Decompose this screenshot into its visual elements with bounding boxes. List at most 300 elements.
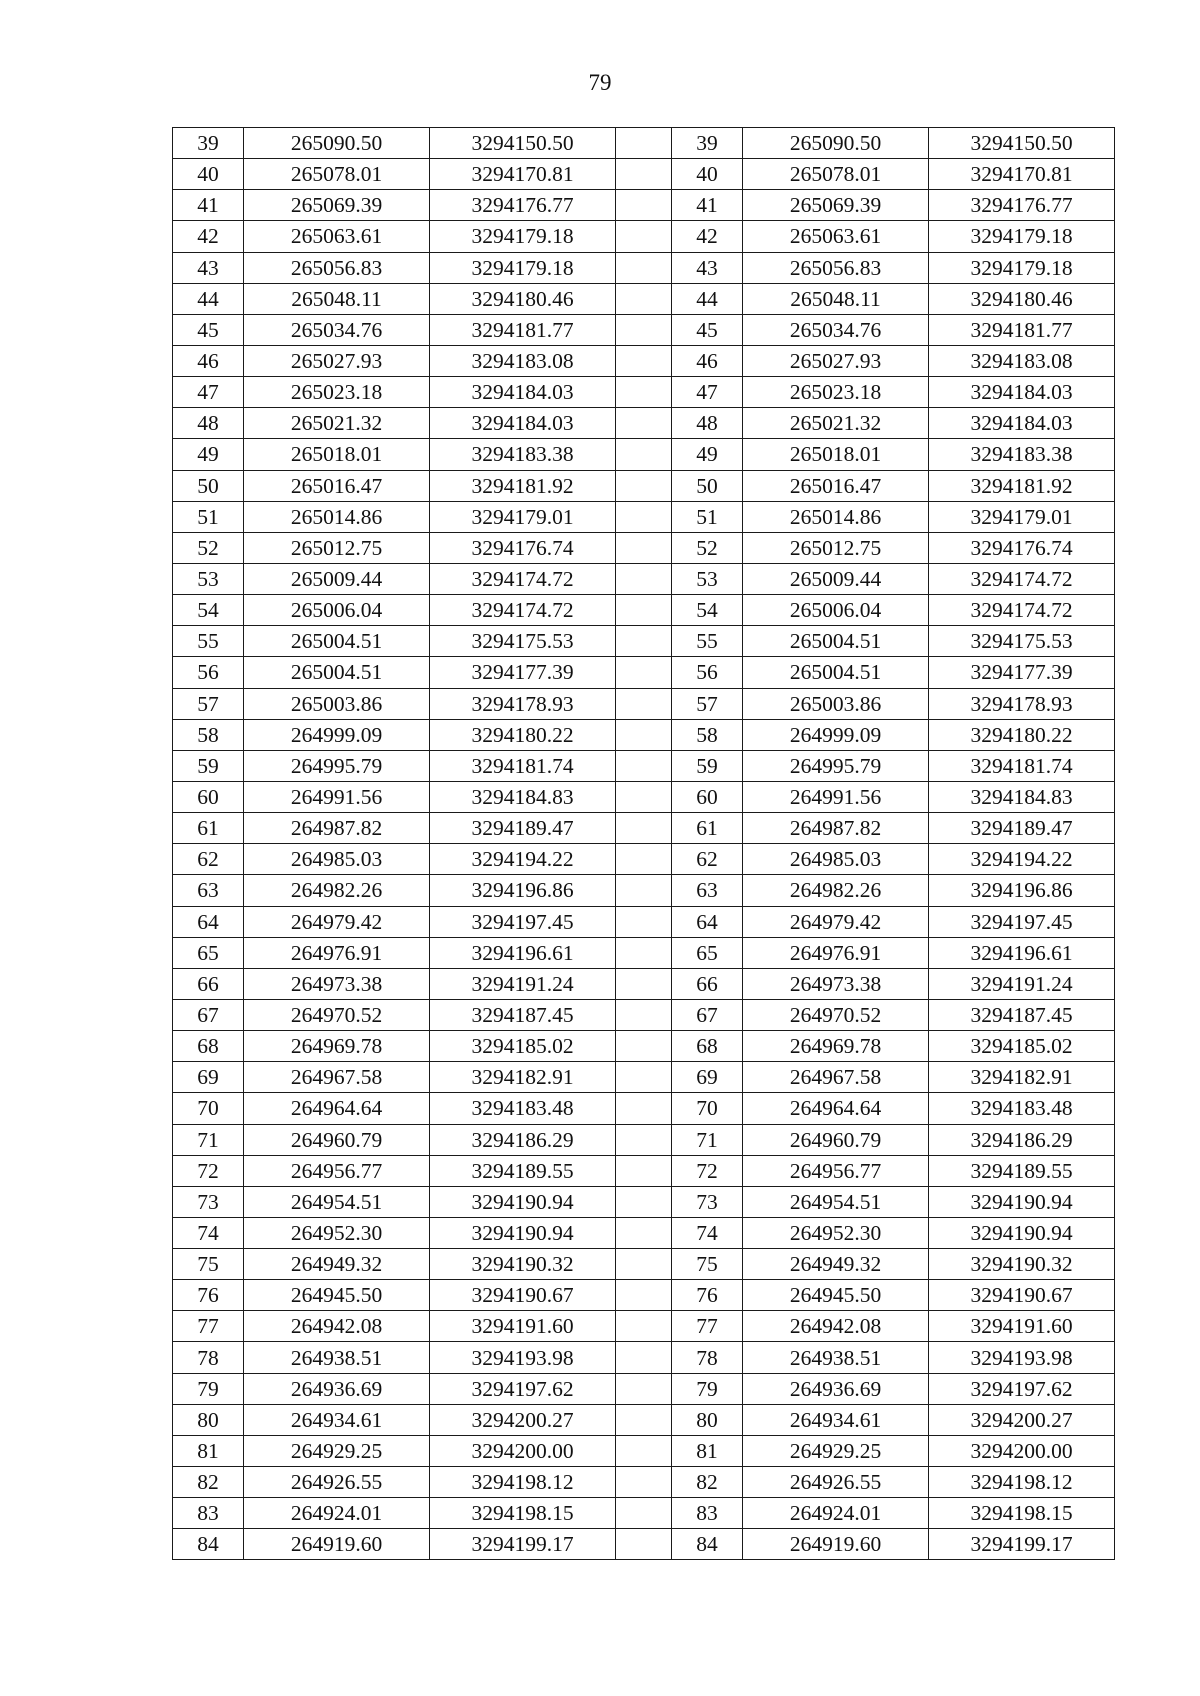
y-coordinate-cell-right: 3294177.39	[929, 657, 1115, 688]
y-coordinate-cell-left: 3294199.17	[430, 1529, 616, 1560]
x-coordinate-cell-right: 264999.09	[743, 719, 929, 750]
x-coordinate-cell-left: 265012.75	[244, 532, 430, 563]
spacer-cell	[616, 439, 672, 470]
y-coordinate-cell-left: 3294181.92	[430, 470, 616, 501]
x-coordinate-cell-left: 265056.83	[244, 252, 430, 283]
y-coordinate-cell-right: 3294150.50	[929, 128, 1115, 159]
x-coordinate-cell-left: 265004.51	[244, 626, 430, 657]
x-coordinate-cell-right: 264976.91	[743, 937, 929, 968]
x-coordinate-cell-left: 264926.55	[244, 1467, 430, 1498]
x-coordinate-cell-left: 264934.61	[244, 1404, 430, 1435]
x-coordinate-cell-left: 264919.60	[244, 1529, 430, 1560]
y-coordinate-cell-right: 3294181.74	[929, 750, 1115, 781]
point-number-cell-left: 57	[173, 688, 244, 719]
y-coordinate-cell-left: 3294189.55	[430, 1155, 616, 1186]
point-number-cell-left: 82	[173, 1467, 244, 1498]
y-coordinate-cell-left: 3294190.94	[430, 1186, 616, 1217]
y-coordinate-cell-left: 3294187.45	[430, 999, 616, 1030]
x-coordinate-cell-left: 265090.50	[244, 128, 430, 159]
spacer-cell	[616, 1498, 672, 1529]
table-row	[173, 937, 1115, 968]
x-coordinate-cell-left: 264969.78	[244, 1031, 430, 1062]
spacer-cell	[616, 1311, 672, 1342]
point-number-cell-right: 39	[672, 128, 743, 159]
y-coordinate-cell-left: 3294197.45	[430, 906, 616, 937]
table-row	[173, 1093, 1115, 1124]
y-coordinate-cell-right: 3294190.94	[929, 1186, 1115, 1217]
table-row	[173, 1373, 1115, 1404]
x-coordinate-cell-left: 265027.93	[244, 345, 430, 376]
point-number-cell-left: 79	[173, 1373, 244, 1404]
point-number-cell-left: 72	[173, 1155, 244, 1186]
point-number-cell-left: 75	[173, 1249, 244, 1280]
table-row	[173, 1155, 1115, 1186]
x-coordinate-cell-right: 265034.76	[743, 314, 929, 345]
y-coordinate-cell-left: 3294190.67	[430, 1280, 616, 1311]
point-number-cell-left: 83	[173, 1498, 244, 1529]
table-row	[173, 1217, 1115, 1248]
point-number-cell-right: 52	[672, 532, 743, 563]
point-number-cell-right: 79	[672, 1373, 743, 1404]
table-row	[173, 190, 1115, 221]
point-number-cell-left: 45	[173, 314, 244, 345]
x-coordinate-cell-right: 264949.32	[743, 1249, 929, 1280]
x-coordinate-cell-right: 265090.50	[743, 128, 929, 159]
spacer-cell	[616, 1249, 672, 1280]
coordinates-table	[172, 127, 1115, 1560]
table-row	[173, 1124, 1115, 1155]
y-coordinate-cell-left: 3294176.74	[430, 532, 616, 563]
y-coordinate-cell-right: 3294181.92	[929, 470, 1115, 501]
y-coordinate-cell-right: 3294174.72	[929, 595, 1115, 626]
spacer-cell	[616, 190, 672, 221]
x-coordinate-cell-right: 265014.86	[743, 501, 929, 532]
point-number-cell-right: 54	[672, 595, 743, 626]
table-row	[173, 439, 1115, 470]
y-coordinate-cell-right: 3294200.27	[929, 1404, 1115, 1435]
point-number-cell-left: 52	[173, 532, 244, 563]
spacer-cell	[616, 1155, 672, 1186]
y-coordinate-cell-left: 3294179.18	[430, 252, 616, 283]
x-coordinate-cell-left: 265009.44	[244, 563, 430, 594]
y-coordinate-cell-left: 3294186.29	[430, 1124, 616, 1155]
x-coordinate-cell-right: 265018.01	[743, 439, 929, 470]
x-coordinate-cell-left: 264970.52	[244, 999, 430, 1030]
x-coordinate-cell-right: 264967.58	[743, 1062, 929, 1093]
table-row	[173, 532, 1115, 563]
x-coordinate-cell-left: 264985.03	[244, 844, 430, 875]
point-number-cell-right: 48	[672, 408, 743, 439]
point-number-cell-right: 56	[672, 657, 743, 688]
x-coordinate-cell-right: 264995.79	[743, 750, 929, 781]
x-coordinate-cell-left: 265016.47	[244, 470, 430, 501]
x-coordinate-cell-left: 264952.30	[244, 1217, 430, 1248]
point-number-cell-left: 47	[173, 377, 244, 408]
spacer-cell	[616, 314, 672, 345]
y-coordinate-cell-right: 3294189.55	[929, 1155, 1115, 1186]
y-coordinate-cell-left: 3294179.01	[430, 501, 616, 532]
point-number-cell-right: 64	[672, 906, 743, 937]
table-row	[173, 1467, 1115, 1498]
point-number-cell-right: 74	[672, 1217, 743, 1248]
point-number-cell-right: 81	[672, 1435, 743, 1466]
point-number-cell-left: 78	[173, 1342, 244, 1373]
x-coordinate-cell-right: 264970.52	[743, 999, 929, 1030]
x-coordinate-cell-left: 264954.51	[244, 1186, 430, 1217]
point-number-cell-right: 78	[672, 1342, 743, 1373]
x-coordinate-cell-right: 264956.77	[743, 1155, 929, 1186]
y-coordinate-cell-left: 3294196.86	[430, 875, 616, 906]
point-number-cell-right: 42	[672, 221, 743, 252]
table-row	[173, 470, 1115, 501]
y-coordinate-cell-right: 3294187.45	[929, 999, 1115, 1030]
y-coordinate-cell-right: 3294170.81	[929, 159, 1115, 190]
y-coordinate-cell-right: 3294196.61	[929, 937, 1115, 968]
point-number-cell-right: 69	[672, 1062, 743, 1093]
table-row	[173, 345, 1115, 376]
x-coordinate-cell-left: 265063.61	[244, 221, 430, 252]
point-number-cell-left: 68	[173, 1031, 244, 1062]
y-coordinate-cell-right: 3294180.46	[929, 283, 1115, 314]
y-coordinate-cell-right: 3294198.15	[929, 1498, 1115, 1529]
y-coordinate-cell-left: 3294200.00	[430, 1435, 616, 1466]
y-coordinate-cell-right: 3294185.02	[929, 1031, 1115, 1062]
point-number-cell-left: 62	[173, 844, 244, 875]
point-number-cell-left: 46	[173, 345, 244, 376]
x-coordinate-cell-left: 264956.77	[244, 1155, 430, 1186]
x-coordinate-cell-right: 264938.51	[743, 1342, 929, 1373]
y-coordinate-cell-right: 3294183.48	[929, 1093, 1115, 1124]
point-number-cell-right: 50	[672, 470, 743, 501]
spacer-cell	[616, 1124, 672, 1155]
y-coordinate-cell-left: 3294181.77	[430, 314, 616, 345]
table-row	[173, 563, 1115, 594]
x-coordinate-cell-left: 264938.51	[244, 1342, 430, 1373]
y-coordinate-cell-left: 3294184.03	[430, 408, 616, 439]
point-number-cell-right: 51	[672, 501, 743, 532]
point-number-cell-left: 76	[173, 1280, 244, 1311]
table-row	[173, 377, 1115, 408]
point-number-cell-left: 39	[173, 128, 244, 159]
y-coordinate-cell-left: 3294175.53	[430, 626, 616, 657]
x-coordinate-cell-left: 264973.38	[244, 968, 430, 999]
x-coordinate-cell-left: 264942.08	[244, 1311, 430, 1342]
spacer-cell	[616, 719, 672, 750]
point-number-cell-left: 55	[173, 626, 244, 657]
y-coordinate-cell-right: 3294184.03	[929, 377, 1115, 408]
table-row	[173, 1342, 1115, 1373]
table-row	[173, 159, 1115, 190]
y-coordinate-cell-left: 3294193.98	[430, 1342, 616, 1373]
point-number-cell-right: 65	[672, 937, 743, 968]
x-coordinate-cell-left: 264982.26	[244, 875, 430, 906]
point-number-cell-left: 44	[173, 283, 244, 314]
x-coordinate-cell-right: 264991.56	[743, 781, 929, 812]
point-number-cell-right: 83	[672, 1498, 743, 1529]
y-coordinate-cell-right: 3294198.12	[929, 1467, 1115, 1498]
point-number-cell-left: 70	[173, 1093, 244, 1124]
table-row	[173, 626, 1115, 657]
spacer-cell	[616, 1062, 672, 1093]
y-coordinate-cell-left: 3294190.32	[430, 1249, 616, 1280]
x-coordinate-cell-left: 264945.50	[244, 1280, 430, 1311]
table-row	[173, 968, 1115, 999]
spacer-cell	[616, 1373, 672, 1404]
table-row	[173, 501, 1115, 532]
spacer-cell	[616, 1093, 672, 1124]
spacer-cell	[616, 1529, 672, 1560]
x-coordinate-cell-left: 265004.51	[244, 657, 430, 688]
point-number-cell-left: 84	[173, 1529, 244, 1560]
x-coordinate-cell-left: 265078.01	[244, 159, 430, 190]
x-coordinate-cell-right: 265021.32	[743, 408, 929, 439]
x-coordinate-cell-right: 264952.30	[743, 1217, 929, 1248]
point-number-cell-right: 40	[672, 159, 743, 190]
table-row	[173, 906, 1115, 937]
spacer-cell	[616, 844, 672, 875]
y-coordinate-cell-left: 3294190.94	[430, 1217, 616, 1248]
table-row	[173, 595, 1115, 626]
x-coordinate-cell-right: 265009.44	[743, 563, 929, 594]
spacer-cell	[616, 377, 672, 408]
point-number-cell-right: 58	[672, 719, 743, 750]
y-coordinate-cell-right: 3294179.18	[929, 252, 1115, 283]
point-number-cell-right: 60	[672, 781, 743, 812]
y-coordinate-cell-left: 3294176.77	[430, 190, 616, 221]
x-coordinate-cell-right: 264982.26	[743, 875, 929, 906]
x-coordinate-cell-right: 264936.69	[743, 1373, 929, 1404]
spacer-cell	[616, 1342, 672, 1373]
y-coordinate-cell-right: 3294183.38	[929, 439, 1115, 470]
spacer-cell	[616, 501, 672, 532]
point-number-cell-left: 48	[173, 408, 244, 439]
table-row	[173, 1062, 1115, 1093]
x-coordinate-cell-right: 264934.61	[743, 1404, 929, 1435]
y-coordinate-cell-left: 3294200.27	[430, 1404, 616, 1435]
x-coordinate-cell-right: 264985.03	[743, 844, 929, 875]
table-row	[173, 1435, 1115, 1466]
table-row	[173, 128, 1115, 159]
point-number-cell-right: 75	[672, 1249, 743, 1280]
x-coordinate-cell-right: 264954.51	[743, 1186, 929, 1217]
point-number-cell-right: 73	[672, 1186, 743, 1217]
table-row	[173, 1311, 1115, 1342]
y-coordinate-cell-right: 3294190.94	[929, 1217, 1115, 1248]
x-coordinate-cell-right: 264964.64	[743, 1093, 929, 1124]
x-coordinate-cell-left: 264936.69	[244, 1373, 430, 1404]
table-row	[173, 221, 1115, 252]
x-coordinate-cell-left: 264999.09	[244, 719, 430, 750]
x-coordinate-cell-left: 265018.01	[244, 439, 430, 470]
x-coordinate-cell-right: 265056.83	[743, 252, 929, 283]
table-row	[173, 719, 1115, 750]
x-coordinate-cell-right: 265006.04	[743, 595, 929, 626]
y-coordinate-cell-right: 3294190.67	[929, 1280, 1115, 1311]
spacer-cell	[616, 968, 672, 999]
point-number-cell-right: 67	[672, 999, 743, 1030]
spacer-cell	[616, 875, 672, 906]
y-coordinate-cell-left: 3294189.47	[430, 813, 616, 844]
y-coordinate-cell-right: 3294181.77	[929, 314, 1115, 345]
point-number-cell-right: 45	[672, 314, 743, 345]
point-number-cell-left: 41	[173, 190, 244, 221]
point-number-cell-right: 63	[672, 875, 743, 906]
y-coordinate-cell-right: 3294182.91	[929, 1062, 1115, 1093]
y-coordinate-cell-right: 3294183.08	[929, 345, 1115, 376]
x-coordinate-cell-left: 264964.64	[244, 1093, 430, 1124]
table-row	[173, 750, 1115, 781]
y-coordinate-cell-left: 3294181.74	[430, 750, 616, 781]
spacer-cell	[616, 999, 672, 1030]
spacer-cell	[616, 937, 672, 968]
spacer-cell	[616, 906, 672, 937]
y-coordinate-cell-right: 3294180.22	[929, 719, 1115, 750]
point-number-cell-right: 57	[672, 688, 743, 719]
table-row	[173, 283, 1115, 314]
x-coordinate-cell-right: 265078.01	[743, 159, 929, 190]
x-coordinate-cell-left: 265006.04	[244, 595, 430, 626]
x-coordinate-cell-left: 264987.82	[244, 813, 430, 844]
y-coordinate-cell-left: 3294177.39	[430, 657, 616, 688]
x-coordinate-cell-right: 265048.11	[743, 283, 929, 314]
x-coordinate-cell-left: 264979.42	[244, 906, 430, 937]
y-coordinate-cell-left: 3294174.72	[430, 595, 616, 626]
y-coordinate-cell-left: 3294197.62	[430, 1373, 616, 1404]
point-number-cell-left: 59	[173, 750, 244, 781]
x-coordinate-cell-left: 265048.11	[244, 283, 430, 314]
table-row	[173, 1404, 1115, 1435]
y-coordinate-cell-left: 3294184.03	[430, 377, 616, 408]
spacer-cell	[616, 345, 672, 376]
y-coordinate-cell-right: 3294199.17	[929, 1529, 1115, 1560]
y-coordinate-cell-left: 3294194.22	[430, 844, 616, 875]
point-number-cell-left: 71	[173, 1124, 244, 1155]
spacer-cell	[616, 1031, 672, 1062]
x-coordinate-cell-left: 264967.58	[244, 1062, 430, 1093]
x-coordinate-cell-right: 264969.78	[743, 1031, 929, 1062]
point-number-cell-left: 63	[173, 875, 244, 906]
point-number-cell-left: 69	[173, 1062, 244, 1093]
point-number-cell-left: 54	[173, 595, 244, 626]
y-coordinate-cell-left: 3294178.93	[430, 688, 616, 719]
spacer-cell	[616, 563, 672, 594]
x-coordinate-cell-left: 265034.76	[244, 314, 430, 345]
point-number-cell-left: 81	[173, 1435, 244, 1466]
table-row	[173, 657, 1115, 688]
y-coordinate-cell-right: 3294179.01	[929, 501, 1115, 532]
table-row	[173, 1529, 1115, 1560]
point-number-cell-left: 56	[173, 657, 244, 688]
point-number-cell-right: 41	[672, 190, 743, 221]
point-number-cell-left: 66	[173, 968, 244, 999]
point-number-cell-right: 44	[672, 283, 743, 314]
point-number-cell-left: 42	[173, 221, 244, 252]
point-number-cell-left: 51	[173, 501, 244, 532]
x-coordinate-cell-left: 264976.91	[244, 937, 430, 968]
page-number: 79	[588, 70, 612, 95]
coordinates-table-body	[173, 128, 1115, 1560]
spacer-cell	[616, 408, 672, 439]
point-number-cell-right: 43	[672, 252, 743, 283]
point-number-cell-right: 53	[672, 563, 743, 594]
x-coordinate-cell-left: 265023.18	[244, 377, 430, 408]
y-coordinate-cell-left: 3294196.61	[430, 937, 616, 968]
x-coordinate-cell-right: 264926.55	[743, 1467, 929, 1498]
x-coordinate-cell-left: 265014.86	[244, 501, 430, 532]
table-row	[173, 813, 1115, 844]
point-number-cell-left: 60	[173, 781, 244, 812]
y-coordinate-cell-right: 3294197.62	[929, 1373, 1115, 1404]
point-number-cell-left: 65	[173, 937, 244, 968]
point-number-cell-right: 76	[672, 1280, 743, 1311]
point-number-cell-right: 84	[672, 1529, 743, 1560]
y-coordinate-cell-right: 3294193.98	[929, 1342, 1115, 1373]
y-coordinate-cell-right: 3294196.86	[929, 875, 1115, 906]
y-coordinate-cell-left: 3294170.81	[430, 159, 616, 190]
y-coordinate-cell-left: 3294185.02	[430, 1031, 616, 1062]
y-coordinate-cell-right: 3294176.77	[929, 190, 1115, 221]
x-coordinate-cell-right: 265069.39	[743, 190, 929, 221]
table-row	[173, 875, 1115, 906]
spacer-cell	[616, 595, 672, 626]
point-number-cell-left: 61	[173, 813, 244, 844]
y-coordinate-cell-right: 3294191.24	[929, 968, 1115, 999]
spacer-cell	[616, 626, 672, 657]
table-row	[173, 314, 1115, 345]
point-number-cell-left: 49	[173, 439, 244, 470]
spacer-cell	[616, 1186, 672, 1217]
point-number-cell-right: 46	[672, 345, 743, 376]
x-coordinate-cell-right: 264973.38	[743, 968, 929, 999]
point-number-cell-left: 53	[173, 563, 244, 594]
x-coordinate-cell-right: 264929.25	[743, 1435, 929, 1466]
y-coordinate-cell-right: 3294186.29	[929, 1124, 1115, 1155]
table-row	[173, 781, 1115, 812]
table-row	[173, 1280, 1115, 1311]
point-number-cell-right: 77	[672, 1311, 743, 1342]
point-number-cell-right: 47	[672, 377, 743, 408]
table-row	[173, 1186, 1115, 1217]
spacer-cell	[616, 1404, 672, 1435]
point-number-cell-right: 62	[672, 844, 743, 875]
y-coordinate-cell-left: 3294150.50	[430, 128, 616, 159]
table-row	[173, 1031, 1115, 1062]
y-coordinate-cell-right: 3294176.74	[929, 532, 1115, 563]
point-number-cell-right: 71	[672, 1124, 743, 1155]
point-number-cell-left: 43	[173, 252, 244, 283]
y-coordinate-cell-right: 3294179.18	[929, 221, 1115, 252]
table-row	[173, 844, 1115, 875]
x-coordinate-cell-left: 264924.01	[244, 1498, 430, 1529]
point-number-cell-right: 68	[672, 1031, 743, 1062]
y-coordinate-cell-right: 3294184.03	[929, 408, 1115, 439]
spacer-cell	[616, 813, 672, 844]
x-coordinate-cell-right: 264960.79	[743, 1124, 929, 1155]
table-row	[173, 252, 1115, 283]
y-coordinate-cell-left: 3294183.38	[430, 439, 616, 470]
spacer-cell	[616, 252, 672, 283]
x-coordinate-cell-right: 264924.01	[743, 1498, 929, 1529]
x-coordinate-cell-right: 265016.47	[743, 470, 929, 501]
point-number-cell-left: 80	[173, 1404, 244, 1435]
y-coordinate-cell-left: 3294191.24	[430, 968, 616, 999]
y-coordinate-cell-left: 3294184.83	[430, 781, 616, 812]
x-coordinate-cell-right: 265023.18	[743, 377, 929, 408]
spacer-cell	[616, 1435, 672, 1466]
point-number-cell-left: 58	[173, 719, 244, 750]
y-coordinate-cell-left: 3294183.48	[430, 1093, 616, 1124]
x-coordinate-cell-right: 264945.50	[743, 1280, 929, 1311]
